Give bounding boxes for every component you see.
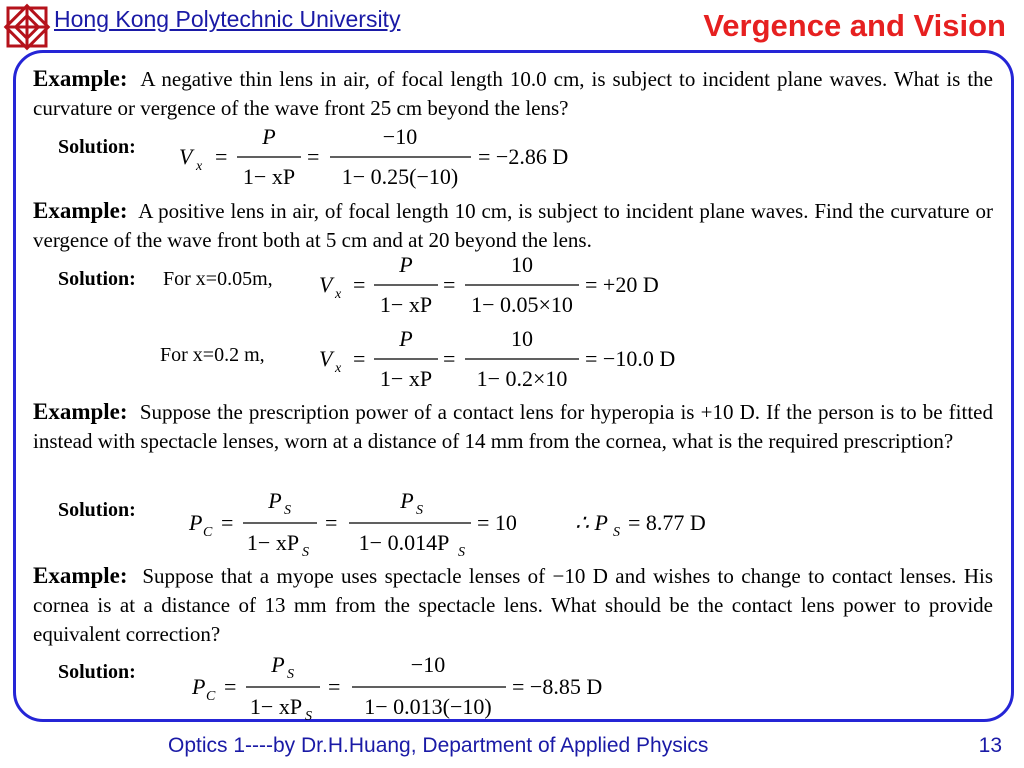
eq-lhs-sub: C (206, 689, 216, 704)
eq-den2: 1− 0.013(−10) (364, 694, 492, 719)
eq-result: = +20 D (585, 272, 659, 297)
example-1 (33, 64, 993, 123)
example-label: Example: (33, 198, 128, 223)
slide-title: Vergence and Vision (703, 8, 1006, 43)
eq-num2: P (400, 488, 414, 513)
eq-lhs: P (192, 674, 206, 699)
eq-num1-sub: S (287, 667, 294, 682)
eq-lhs-sub: x (335, 361, 342, 376)
eq-equals: = (224, 674, 237, 699)
eq-num2: 10 (511, 252, 533, 277)
eq-equals: = (325, 510, 338, 535)
eq-num1: P (268, 488, 282, 513)
eq-num2: −10 (382, 124, 418, 149)
eq-num1-sub: S (284, 503, 291, 518)
example-text: Suppose that a myope uses spectacle lenses of −10 D and wishes to change to contact lenses. His cornea is at a distance of 13 mm from the spectacle lens. What should be the contact lens power to provide equivalent correction? (33, 564, 993, 646)
equation-5 (190, 650, 650, 727)
example-text: Suppose the prescription power of a contact lens for hyperopia is +10 D. If the person is to be fitted instead with spectacle lenses, worn at a distance of 14 mm from the cornea, what is the required prescription? (33, 400, 994, 453)
eq-den1: 1− xP (242, 164, 296, 189)
eq-equals: = (353, 272, 366, 297)
eq-den2: 1− 0.014P (358, 530, 450, 555)
eq-equals: = (307, 144, 320, 169)
eq-equals: = (443, 346, 456, 371)
solution-label: Solution: (58, 499, 136, 521)
eq-therefore: ∴ P (575, 510, 608, 535)
eq-equals: = (328, 674, 341, 699)
eq-result: = −2.86 D (478, 144, 569, 169)
eq-den2: 1− 0.25(−10) (341, 164, 459, 189)
solution-label: Solution: (58, 268, 136, 290)
eq-equals: = (443, 272, 456, 297)
eq-den1: 1− xP (379, 292, 433, 317)
university-link[interactable]: Hong Kong Polytechnic University (54, 6, 401, 32)
eq-equals: = (215, 144, 228, 169)
eq-num2: 10 (511, 326, 533, 351)
eq-num1: P (399, 252, 413, 277)
eq-den1: 1− xP (246, 530, 300, 555)
eq-num1: P (262, 124, 276, 149)
example-text: A positive lens in air, of focal length 10 cm, is subject to incident plane waves. Find the curvature or vergence of the wave front both at 5 cm and at 20 beyond the lens. (33, 199, 993, 252)
eq-lhs: V (179, 144, 193, 169)
eq-therefore-val: = 8.77 D (628, 510, 706, 535)
footer-text: Optics 1----by Dr.H.Huang, Department of Applied Physics (168, 734, 709, 757)
eq-result: = −10.0 D (585, 346, 676, 371)
eq-lhs: V (319, 272, 333, 297)
eq-den2: 1− 0.05×10 (471, 292, 573, 317)
eq-num1: P (399, 326, 413, 351)
eq-den1: 1− xP (249, 694, 303, 719)
equation-3 (315, 326, 715, 397)
eq-den2: 1− 0.2×10 (476, 366, 568, 391)
equation-4 (187, 486, 747, 563)
eq-den1: 1− xP (379, 366, 433, 391)
example-4 (33, 561, 993, 649)
example-3 (33, 397, 993, 456)
solution-label: Solution: (58, 136, 136, 158)
example-label: Example: (33, 563, 128, 588)
eq-lhs: V (319, 346, 333, 371)
case-label-2: For x=0.2 m, (160, 344, 265, 366)
eq-lhs-sub: C (203, 525, 213, 540)
example-label: Example: (33, 66, 128, 91)
eq-num1: P (271, 652, 285, 677)
eq-equals: = (353, 346, 366, 371)
example-text: A negative thin lens in air, of focal length 10.0 cm, is subject to incident plane waves. What is the curvature or vergence of the wave front 25 cm beyond the lens? (33, 67, 993, 120)
equation-1 (175, 122, 605, 195)
university-logo-icon (2, 2, 52, 52)
eq-equals: = (221, 510, 234, 535)
case-label-1: For x=0.05m, (163, 268, 273, 290)
equation-2 (315, 252, 715, 323)
eq-result: = −8.85 D (512, 674, 603, 699)
example-2 (33, 196, 993, 255)
eq-den2-sub: S (458, 545, 465, 558)
eq-lhs: P (189, 510, 203, 535)
eq-num2: −10 (410, 652, 446, 677)
eq-result: = 10 (477, 510, 517, 535)
eq-den1-sub: S (305, 709, 312, 722)
eq-therefore-sub: S (613, 525, 620, 540)
eq-den1-sub: S (302, 545, 309, 558)
eq-lhs-sub: x (335, 287, 342, 302)
solution-label: Solution: (58, 661, 136, 683)
eq-lhs-sub: x (196, 159, 203, 174)
example-label: Example: (33, 399, 128, 424)
eq-num2-sub: S (416, 503, 423, 518)
page-number: 13 (978, 734, 1002, 757)
